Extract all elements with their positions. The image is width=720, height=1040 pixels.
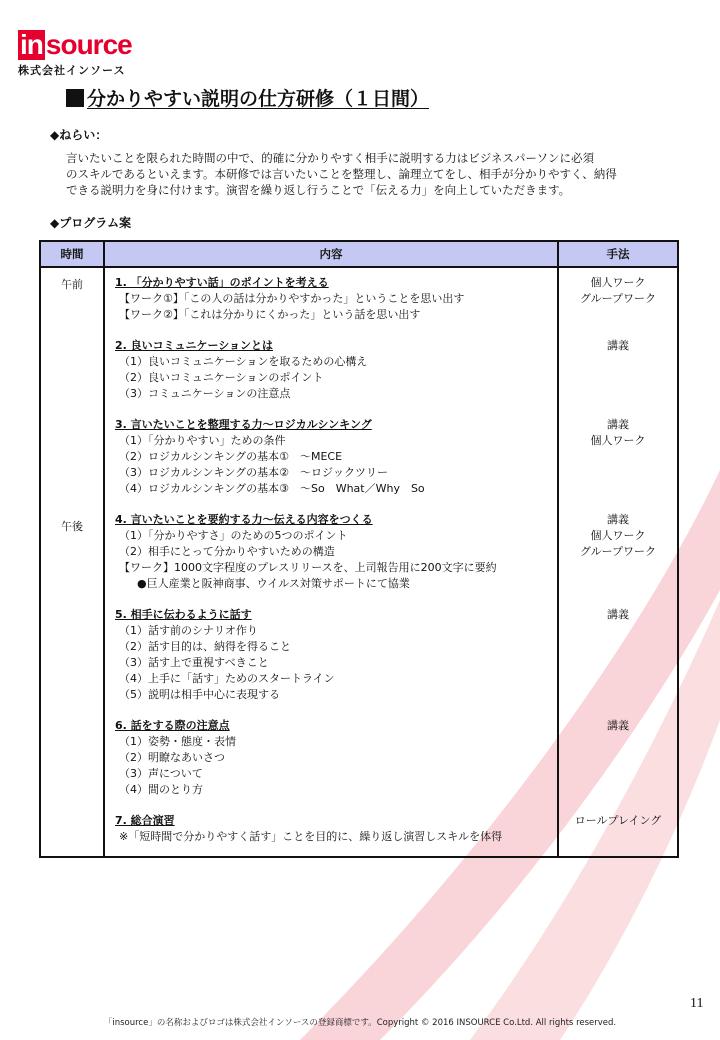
section-3 bbox=[115, 417, 557, 497]
section-6 bbox=[115, 718, 557, 798]
table-row bbox=[40, 267, 678, 857]
section-title: 7. 総合演習 bbox=[115, 814, 175, 827]
section-title: 1. 「分かりやすい話」のポイントを考える bbox=[115, 276, 329, 289]
aim-line: できる説明力を身に付けます。演習を繰り返し行うことで「伝える力」を向上していただきます。 bbox=[66, 183, 571, 197]
page-title bbox=[66, 84, 429, 111]
section-item: （1）良いコミュニケーションを取るための心構え bbox=[119, 355, 368, 368]
page-title-text: 分かりやすい説明の仕方研修（１日間） bbox=[87, 88, 430, 110]
method-label: 個人ワーク bbox=[590, 434, 646, 447]
section-2 bbox=[115, 338, 557, 402]
section-title: 4. 言いたいことを要約する力～伝える内容をつくる bbox=[115, 513, 373, 526]
section-item: （1）姿勢・態度・表情 bbox=[119, 735, 236, 748]
section-item: （1）「分かりやすさ」のための5つのポイント bbox=[119, 529, 348, 542]
section-title: 2. 良いコミュニケーションとは bbox=[115, 339, 274, 352]
header-method: 手法 bbox=[558, 241, 678, 267]
section-item: 【ワーク①】「この人の話は分かりやすかった」ということを思い出す bbox=[119, 292, 465, 305]
section-item: （4）上手に「話す」ためのスタートライン bbox=[119, 672, 335, 685]
method-group-7 bbox=[559, 813, 677, 829]
section-title: 3. 言いたいことを整理する力～ロジカルシンキング bbox=[115, 418, 372, 431]
logo-mark bbox=[18, 28, 132, 60]
logo-company-name: 株式会社インソース bbox=[18, 64, 126, 77]
method-label: 個人ワーク bbox=[590, 529, 646, 542]
company-logo bbox=[18, 28, 132, 78]
program-heading: ◆プログラム案 bbox=[50, 216, 132, 230]
method-group-6 bbox=[559, 718, 677, 798]
aim-body bbox=[66, 150, 666, 198]
method-group-3 bbox=[559, 417, 677, 497]
method-group-1 bbox=[559, 275, 677, 323]
aim-line: 言いたいことを限られた時間の中で、的確に分かりやすく相手に説明する力はビジネスパーソンに必須 bbox=[66, 151, 594, 165]
section-item: （3）声について bbox=[119, 767, 203, 780]
method-label: 講義 bbox=[607, 608, 629, 621]
method-label: グループワーク bbox=[579, 292, 657, 305]
section-item: （3）ロジカルシンキングの基本② ～ロジックツリー bbox=[119, 466, 388, 479]
method-label: 講義 bbox=[607, 418, 629, 431]
section-7 bbox=[115, 813, 557, 845]
section-title: 5. 相手に伝わるように話す bbox=[115, 608, 252, 621]
logo-mark-source: source bbox=[45, 29, 132, 60]
method-label: 講義 bbox=[607, 339, 629, 352]
section-5 bbox=[115, 607, 557, 703]
content-cell bbox=[104, 267, 558, 857]
section-item: （4）ロジカルシンキングの基本③ ～So What／Why So bbox=[119, 482, 425, 495]
section-item: （2）相手にとって分かりやすいための構造 bbox=[119, 545, 335, 558]
section-item: （2）話す目的は、納得を得ること bbox=[119, 640, 291, 653]
header-content: 内容 bbox=[104, 241, 558, 267]
method-label: 講義 bbox=[607, 513, 629, 526]
method-label: 講義 bbox=[607, 719, 629, 732]
method-cell bbox=[558, 267, 678, 857]
section-item: （2）ロジカルシンキングの基本① ～MECE bbox=[119, 450, 343, 463]
section-item: （2）明瞭なあいさつ bbox=[119, 751, 225, 764]
section-item: （3）コミュニケーションの注意点 bbox=[119, 387, 291, 400]
method-group-4 bbox=[559, 512, 677, 592]
section-item: （2）良いコミュニケーションのポイント bbox=[119, 371, 324, 384]
footer-copyright: 「insource」の名称およびロゴは株式会社インソースの登録商標です。Copyright © 2016 INSOURCE Co.Ltd. All rights reserved. bbox=[103, 1018, 617, 1028]
time-afternoon: 午後 bbox=[61, 520, 83, 533]
program-table bbox=[39, 240, 679, 858]
page-number: 11 bbox=[690, 996, 704, 1011]
logo-mark-in: in bbox=[20, 29, 43, 60]
header-time: 時間 bbox=[40, 241, 104, 267]
section-item: 【ワーク】1000文字程度のプレスリリースを、上司報告用に200文字に要約 bbox=[119, 561, 497, 574]
section-item: （5）説明は相手中心に表現する bbox=[119, 688, 280, 701]
square-bullet-icon bbox=[66, 89, 84, 107]
method-label: ロールプレイング bbox=[574, 814, 662, 827]
section-title: 6. 話をする際の注意点 bbox=[115, 719, 230, 732]
section-subitem: ●巨人産業と阪神商事、ウイルス対策サポートにて協業 bbox=[137, 577, 410, 590]
section-item: （3）話す上で重視すべきこと bbox=[119, 656, 269, 669]
section-item: ※「短時間で分かりやすく話す」ことを目的に、繰り返し演習しスキルを体得 bbox=[119, 830, 503, 843]
aim-line: のスキルであるといえます。本研修では言いたいことを整理し、論理立てをし、相手が分かりやすく、納得 bbox=[66, 167, 617, 181]
section-1 bbox=[115, 275, 557, 323]
method-group-5 bbox=[559, 607, 677, 703]
aim-heading: ◆ねらい： bbox=[50, 128, 108, 142]
method-group-2 bbox=[559, 338, 677, 402]
section-item: （4）間のとり方 bbox=[119, 783, 203, 796]
time-morning: 午前 bbox=[61, 278, 83, 291]
table-header-row bbox=[40, 241, 678, 267]
time-cell bbox=[40, 267, 104, 857]
method-label: 個人ワーク bbox=[590, 276, 646, 289]
section-item: （1）話す前のシナリオ作り bbox=[119, 624, 258, 637]
section-item: （1）「分かりやすい」ための条件 bbox=[119, 434, 286, 447]
section-4 bbox=[115, 512, 557, 592]
section-item: 【ワーク②】「これは分かりにくかった」という話を思い出す bbox=[119, 308, 421, 321]
method-label: グループワーク bbox=[579, 545, 657, 558]
